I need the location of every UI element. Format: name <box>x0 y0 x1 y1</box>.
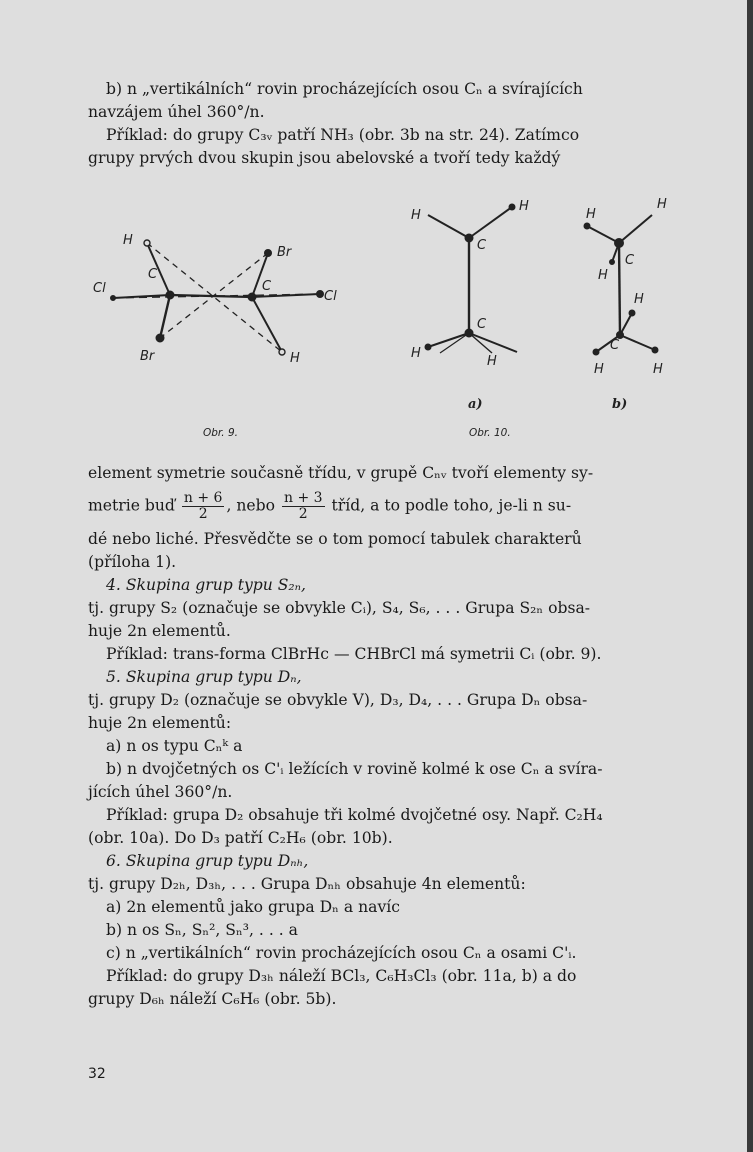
text-line: (příloha 1). <box>88 553 177 571</box>
fraction-denominator: 2 <box>198 506 208 522</box>
fig10b-atom-c: C <box>610 338 620 353</box>
fig10b-atom-h: H <box>634 292 644 307</box>
fig9-atom-c-left: C <box>148 267 158 282</box>
fig10b-atom-h: H <box>598 268 608 283</box>
fig9-caption: Obr. 9. <box>203 427 238 439</box>
figure-9 <box>111 240 324 355</box>
text-line: (obr. 10a). Do D₃ patří C₂H₆ (obr. 10b). <box>88 829 393 847</box>
fig10a-atom-c: C <box>477 238 487 253</box>
text-span: , nebo <box>226 496 276 515</box>
fig9-atom-br-left: Br <box>140 349 155 364</box>
body-text-block <box>88 462 680 1011</box>
page-number: 32 <box>88 1066 106 1082</box>
text-line: tj. grupy D₂ₕ, D₃ₕ, . . . Grupa Dₙₕ obsahuje 4n elementů: <box>88 875 526 893</box>
fig10b-atom-h: H <box>594 362 604 377</box>
fraction-numerator: n + 6 <box>183 490 223 506</box>
text-line: c) n „vertikálních“ rovin procházejících osou Cₙ a osami C'ᵢ. <box>106 944 577 962</box>
fig9-atom-cl-right: Cl <box>324 289 337 304</box>
fig10a-label: a) <box>468 397 483 412</box>
fig10a-atom-h: H <box>411 346 421 361</box>
text-line: a) n os typu Cₙᵏ a <box>106 737 243 755</box>
text-span: tříd, a to podle toho, je-li n su- <box>331 496 572 515</box>
section-heading: 4. Skupina grup typu S₂ₙ, <box>106 576 306 594</box>
text-line: a) 2n elementů jako grupa Dₙ a navíc <box>106 898 400 916</box>
fraction-denominator: 2 <box>298 506 308 522</box>
figures-area <box>0 0 753 460</box>
fraction-numerator: n + 3 <box>283 490 323 506</box>
text-line: Příklad: do grupy C₃ᵥ patří NH₃ (obr. 3b na str. 24). Zatímco <box>106 126 580 144</box>
fig10a-atom-c: C <box>477 317 487 332</box>
fig10b-atom-h: H <box>653 362 663 377</box>
section-heading: 6. Skupina grup typu Dₙₕ, <box>106 852 309 870</box>
fig10b-atom-h: H <box>586 207 596 222</box>
fraction-line <box>88 491 680 522</box>
fig10a-atom-h: H <box>411 208 421 223</box>
text-line: grupy D₆ₕ náleží C₆H₆ (obr. 5b). <box>88 990 337 1008</box>
text-line: dé nebo liché. Přesvědčte se o tom pomocí tabulek charakterů <box>88 530 582 548</box>
text-line: tj. grupy S₂ (označuje se obvykle Cᵢ), S₄, S₆, . . . Grupa S₂ₙ obsa- <box>88 599 591 617</box>
text-line: navzájem úhel 360°/n. <box>88 103 265 121</box>
fig9-atom-c-right: C <box>262 279 272 294</box>
text-span: metrie buď <box>88 496 175 515</box>
text-line: grupy prvých dvou skupin jsou abelovské a tvoří tedy každý <box>88 149 561 167</box>
fraction-2 <box>282 491 325 522</box>
text-line: Příklad: do grupy D₃ₕ náleží BCl₃, C₆H₃Cl₃ (obr. 11a, b) a do <box>106 967 577 985</box>
fig9-atom-h-top: H <box>123 233 133 248</box>
figure-10a <box>425 204 517 353</box>
text-line: huje 2n elementů. <box>88 622 231 640</box>
fig10b-atom-c: C <box>625 253 635 268</box>
text-line: b) n os Sₙ, Sₙ², Sₙ³, . . . a <box>106 921 298 939</box>
fraction-1 <box>182 491 225 522</box>
fig9-atom-br-right: Br <box>277 245 292 260</box>
fig9-atom-h-bottom: H <box>290 351 300 366</box>
text-line: b) n dvojčetných os C'ᵢ ležících v rovině kolmé k ose Cₙ a svíra- <box>106 760 603 778</box>
text-line: element symetrie současně třídu, v grupě Cₙᵥ tvoří elementy sy- <box>88 464 594 482</box>
text-line: huje 2n elementů: <box>88 714 232 732</box>
figure-10b <box>584 215 658 355</box>
fig10b-atom-h: H <box>657 197 667 212</box>
section-heading: 5. Skupina grup typu Dₙ, <box>106 668 302 686</box>
fig10b-label: b) <box>612 397 628 412</box>
fig10a-atom-h: H <box>519 199 529 214</box>
text-line: b) n „vertikálních“ rovin procházejících osou Cₙ a svírajících <box>106 80 583 98</box>
fig10a-atom-h: H <box>487 354 497 369</box>
fig9-atom-cl-left: Cl <box>93 281 106 296</box>
text-line: Příklad: grupa D₂ obsahuje tři kolmé dvojčetné osy. Např. C₂H₄ <box>106 806 603 824</box>
text-line: tj. grupy D₂ (označuje se obvykle V), D₃, D₄, . . . Grupa Dₙ obsa- <box>88 691 588 709</box>
text-line: Příklad: trans-forma ClBrHc — CHBrCl má symetrii Cᵢ (obr. 9). <box>106 645 602 663</box>
text-line: jících úhel 360°/n. <box>88 783 233 801</box>
fig10-caption: Obr. 10. <box>469 427 511 439</box>
